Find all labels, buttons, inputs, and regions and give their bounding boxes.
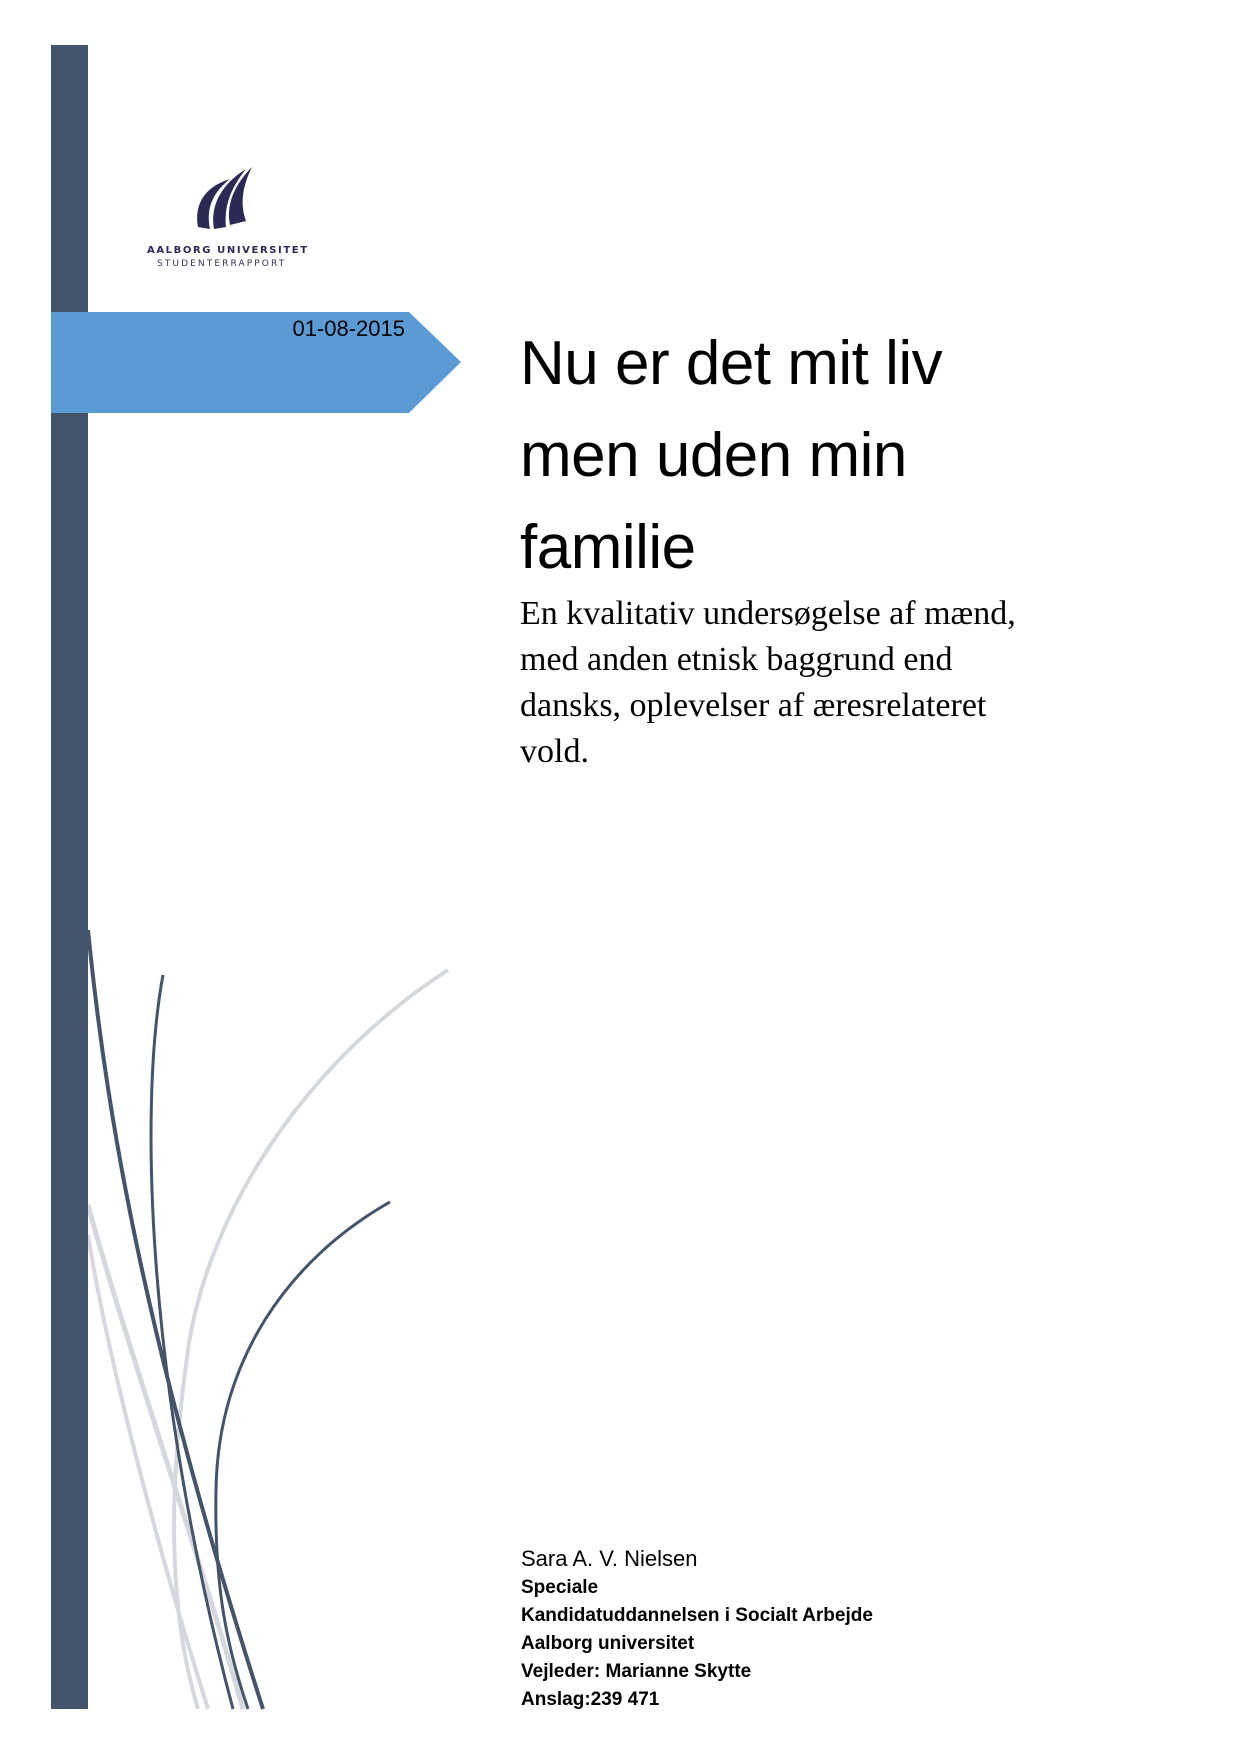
decorative-curves (88, 930, 458, 1710)
document-title (520, 318, 1140, 594)
report-date: 01-08-2015 (292, 316, 405, 341)
title-line: Nu er det mit liv (520, 329, 943, 398)
info-line-university: Aalborg universitet (521, 1633, 695, 1654)
title-line: familie (520, 513, 696, 582)
university-logo (140, 165, 330, 275)
info-line-character-count: Anslag:239 471 (521, 1689, 660, 1710)
document-subtitle (520, 591, 1100, 775)
logo-report-type: STUDENTERRAPPORT (157, 259, 287, 269)
side-bar-decoration (51, 45, 88, 1709)
aau-waves-icon (190, 165, 260, 237)
info-line-program: Kandidatuddannelsen i Socialt Arbejde (521, 1605, 873, 1626)
author-name: Sara A. V. Nielsen (521, 1546, 698, 1571)
subtitle-line: dansks, oplevelser af æresrelateret (520, 687, 987, 724)
subtitle-line: vold. (520, 733, 589, 770)
logo-university-name: AALBORG UNIVERSITET (147, 245, 309, 256)
info-line-thesis-type: Speciale (521, 1577, 599, 1598)
info-line-supervisor: Vejleder: Marianne Skytte (521, 1661, 752, 1682)
title-line: men uden min (520, 421, 907, 490)
author-info-block (521, 1544, 873, 1714)
date-banner (51, 312, 461, 413)
subtitle-line: En kvalitativ undersøgelse af mænd, (520, 595, 1016, 632)
subtitle-line: med anden etnisk baggrund end (520, 641, 953, 678)
